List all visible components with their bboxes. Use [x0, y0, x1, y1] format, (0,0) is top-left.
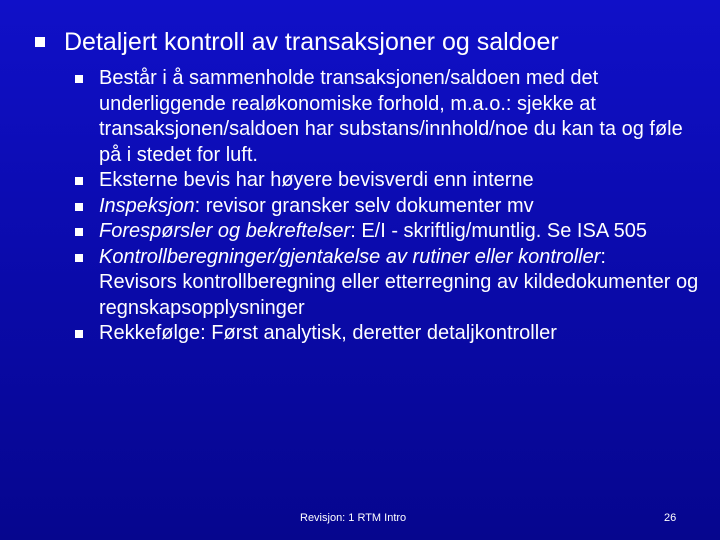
- list-item: [99, 194, 699, 220]
- slide-title: Detaljert kontroll av transaksjoner og saldoer: [64, 28, 559, 56]
- bullet-list: [99, 66, 704, 347]
- bullet-square-icon: [35, 37, 45, 47]
- item-term: Forespørsler og bekreftelser: [99, 220, 351, 242]
- bullet-square-icon: [75, 177, 83, 185]
- list-item: [99, 168, 699, 194]
- item-text: Eksterne bevis har høyere bevisverdi enn interne: [99, 169, 534, 191]
- bullet-square-icon: [75, 330, 83, 338]
- list-item: [99, 245, 704, 322]
- item-term: Inspeksjon: [99, 194, 195, 217]
- item-term: Kontrollberegninger/gjentakelse av rutiner eller kontroller: [99, 245, 601, 268]
- bullet-square-icon: [75, 203, 83, 211]
- page-number: 26: [664, 512, 677, 524]
- slide-footer: Revisjon: 1 RTM Intro: [300, 512, 407, 524]
- bullet-square-icon: [75, 254, 83, 262]
- bullet-square-icon: [75, 75, 83, 83]
- item-text: Rekkefølge: Først analytisk, deretter detaljkontroller: [99, 322, 557, 344]
- list-item: [99, 219, 699, 245]
- bullet-square-icon: [75, 228, 83, 236]
- list-item: [99, 66, 699, 168]
- item-text: : revisor gransker selv dokumenter mv: [194, 194, 534, 217]
- item-text: : Revisors kontrollberegning eller etterregning av kildedokumenter og regnskapsopplysninger: [99, 245, 704, 319]
- item-text: : E/I - skriftlig/muntlig. Se ISA 505: [350, 220, 647, 242]
- list-item: [99, 321, 699, 347]
- item-text: Består i å sammenholde transaksjonen/saldoen med det underliggende realøkonomiske forhold, m.a.o.: sjekke at transaksjonen/saldoen har substans/innhold/noe du kan ta og føle på i stedet for luft.: [99, 67, 683, 166]
